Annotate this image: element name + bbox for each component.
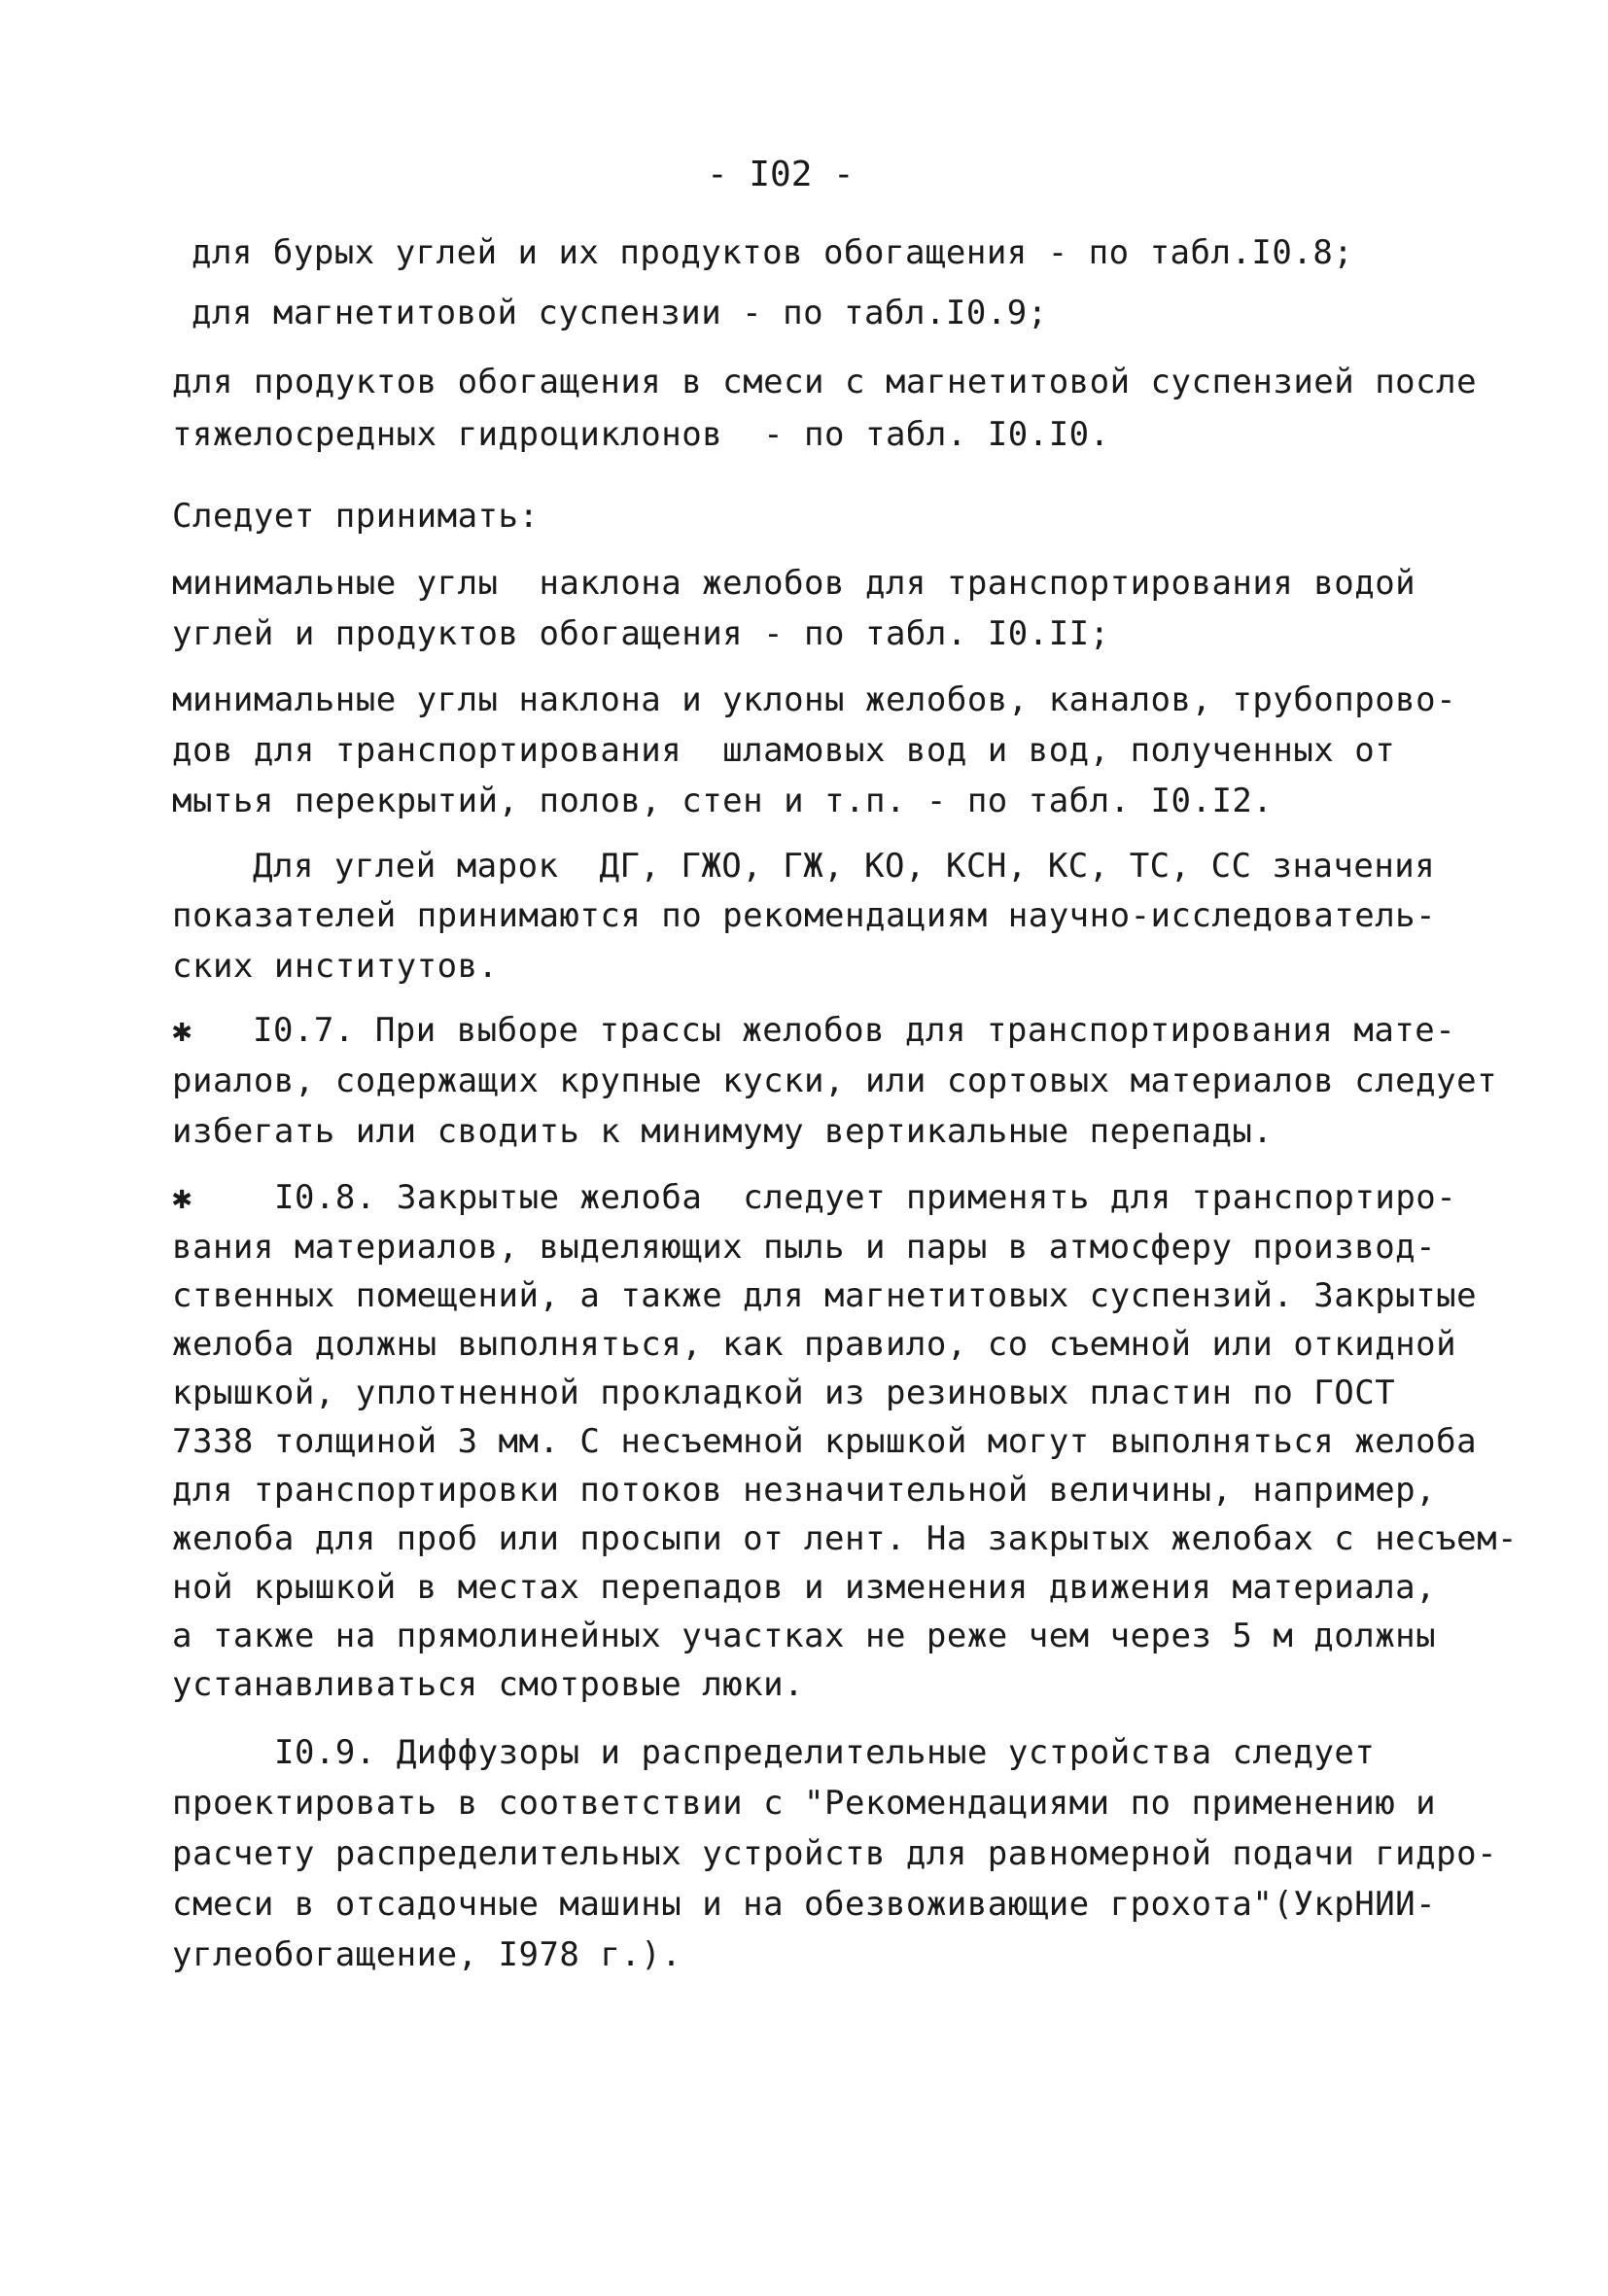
clause-10-9-line: углеобогащение, I978 г.). <box>172 1935 682 1974</box>
clause-10-8-line: ной крышкой в местах перепадов и изменения движения материала, <box>172 1568 1437 1607</box>
clause-10-8-line: крышкой, уплотненной прокладкой из резиновых пластин по ГОСТ <box>172 1374 1396 1412</box>
intro-line: тяжелосредных гидроциклонов - по табл. I0.I0. <box>172 415 1110 454</box>
clause-10-8-line: для транспортировки потоков незначительной величины, например, <box>172 1471 1437 1510</box>
clause-10-8-line: ственных помещений, а также для магнетитовых суспензий. Закрытые <box>172 1276 1478 1315</box>
accept-item-line: мытья перекрытий, полов, стен и т.п. - по табл. I0.I2. <box>172 782 1274 820</box>
accept-item-line: минимальные углы наклона желобов для транспортирования водой <box>172 564 1416 603</box>
coal-note-line: показателей принимаются по рекомендациям научно-исследователь- <box>172 896 1437 935</box>
page-number: - I02 - <box>707 155 855 194</box>
clause-10-9-line: смеси в отсадочные машины и на обезвоживающие грохота"(УкрНИИ- <box>172 1885 1437 1924</box>
clause-10-8-line: желоба должны выполняться, как правило, со съемной или откидной <box>172 1325 1457 1364</box>
clause-10-7-line: избегать или сводить к минимуму вертикальные перепады. <box>172 1112 1274 1151</box>
coal-note-line: ских институтов. <box>172 947 499 986</box>
clause-10-8-line: 7338 толщиной 3 мм. С несъемной крышкой могут выполняться желоба <box>172 1422 1478 1461</box>
asterisk-marker-icon: ✱ <box>172 1011 192 1050</box>
clause-10-9-line: расчету распределительных устройств для равномерной подачи гидро- <box>172 1834 1498 1873</box>
intro-line: для продуктов обогащения в смеси с магнетитовой суспензией после <box>172 363 1478 401</box>
clause-10-8-line: устанавливаться смотровые люки. <box>172 1665 805 1704</box>
accept-item-line: дов для транспортирования шламовых вод и вод, полученных от <box>172 731 1396 770</box>
clause-10-7-line: I0.7. При выборе трассы желобов для транспортирования мате- <box>253 1011 1456 1050</box>
clause-10-9-line: проектировать в соответствии с "Рекомендациями по применению и <box>172 1784 1437 1823</box>
clause-10-8-line: I0.8. Закрытые желоба следует применять для транспортиро- <box>274 1178 1457 1217</box>
asterisk-marker-icon: ✱ <box>172 1178 192 1217</box>
clause-10-7-line: риалов, содержащих крупные куски, или сортовых материалов следует <box>172 1061 1498 1100</box>
intro-line: для магнетитовой суспензии - по табл.I0.9; <box>192 294 1048 332</box>
intro-line: для бурых углей и их продуктов обогащения - по табл.I0.8; <box>192 233 1354 272</box>
clause-10-9-line: I0.9. Диффузоры и распределительные устройства следует <box>274 1733 1376 1772</box>
coal-note-line: Для углей марок ДГ, ГЖО, ГЖ, КО, КСН, КС, ТС, СС значения <box>253 847 1436 886</box>
clause-10-8-line: желоба для проб или просыпи от лент. На закрытых желобах с несъем- <box>172 1519 1519 1558</box>
clause-10-8-line: а также на прямолинейных участках не реже чем через 5 м должны <box>172 1617 1437 1655</box>
accept-item-line: минимальные углы наклона и уклоны желобов, каналов, трубопрово- <box>172 680 1457 719</box>
clause-10-8-line: вания материалов, выделяющих пыль и пары в атмосферу производ- <box>172 1228 1437 1267</box>
accept-item-line: углей и продуктов обогащения - по табл. I0.II; <box>172 614 1110 653</box>
accept-heading: Следует принимать: <box>172 497 540 536</box>
